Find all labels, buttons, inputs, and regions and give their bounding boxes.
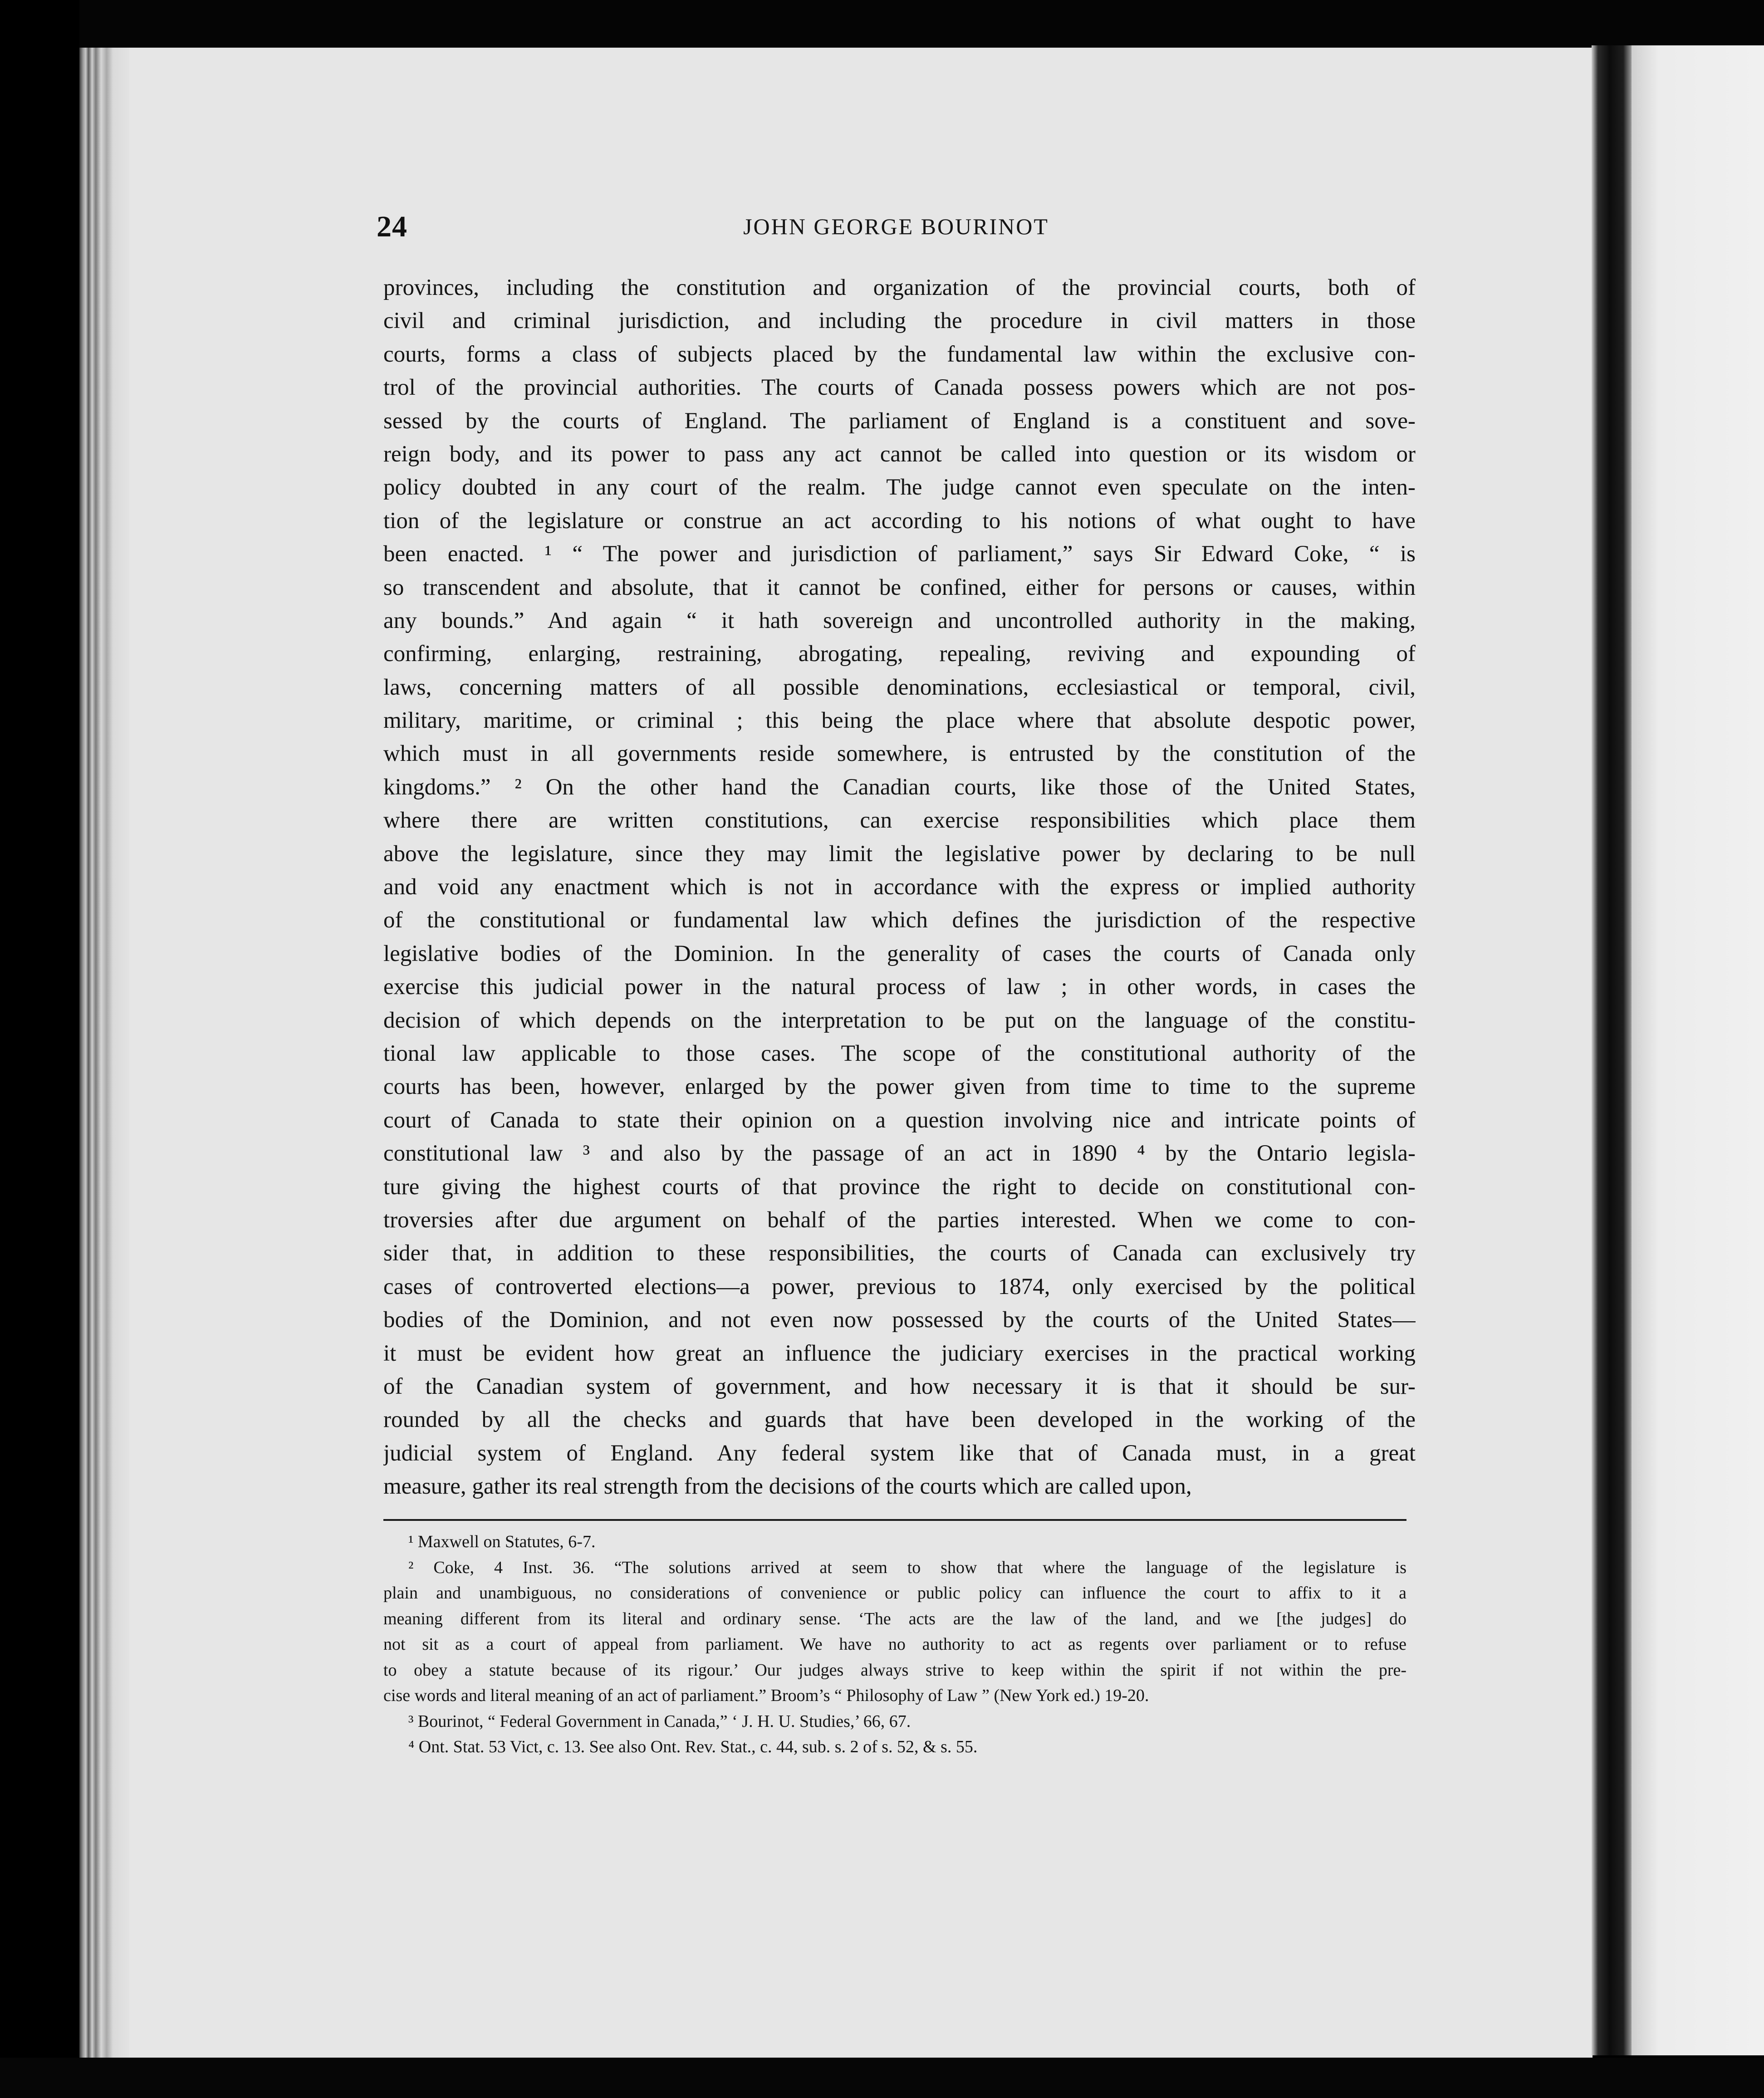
- footnote-line: cise words and literal meaning of an act of parliament.” Broom’s “ Philosophy of Law ” (New York ed.) 19-20.: [383, 1686, 1149, 1705]
- body-line: kingdoms.” ² On the other hand the Canadian courts, like those of the United States,: [383, 774, 1416, 800]
- body-line: reign body, and its power to pass any act cannot be called into question or its wisdom or: [383, 441, 1416, 467]
- footnote-line: not sit as a court of appeal from parliament. We have no authority to act as regents over parliament or to refuse: [383, 1635, 1406, 1654]
- book-gutter: [1592, 45, 1632, 2055]
- body-line: bodies of the Dominion, and not even now possessed by the courts of the United States—: [383, 1307, 1416, 1333]
- body-line: courts has been, however, enlarged by the power given from time to time to the supreme: [383, 1074, 1416, 1100]
- footnote-line: plain and unambiguous, no considerations of convenience or public policy can influence the court to affix to it a: [383, 1583, 1406, 1603]
- body-line: laws, concerning matters of all possible denominations, ecclesiastical or temporal, civil,: [383, 674, 1416, 700]
- footnote-line: ³ Bourinot, “ Federal Government in Canada,” ‘ J. H. U. Studies,’ 66, 67.: [408, 1711, 911, 1731]
- body-line: of the Canadian system of government, and how necessary it is that it should be sur-: [383, 1373, 1416, 1399]
- body-line: any bounds.” And again “ it hath sovereign and uncontrolled authority in the making,: [383, 608, 1416, 633]
- body-line: cases of controverted elections—a power, previous to 1874, only exercised by the political: [383, 1274, 1416, 1299]
- body-text: [383, 271, 1416, 1503]
- body-line: been enacted. ¹ “ The power and jurisdiction of parliament,” says Sir Edward Coke, “ is: [383, 541, 1416, 567]
- body-line: court of Canada to state their opinion on a question involving nice and intricate points of: [383, 1107, 1416, 1133]
- scan-left-border: [0, 0, 79, 2098]
- body-line: legislative bodies of the Dominion. In the generality of cases the courts of Canada only: [383, 941, 1416, 966]
- body-line: sider that, in addition to these responsibilities, the courts of Canada can exclusively try: [383, 1240, 1416, 1266]
- footnote-line: meaning different from its literal and ordinary sense. ‘The acts are the law of the land, and we [the judges] do: [383, 1609, 1406, 1628]
- body-line: judicial system of England. Any federal system like that of Canada must, in a great: [383, 1440, 1416, 1466]
- body-line: troversies after due argument on behalf of the parties interested. When we come to con-: [383, 1207, 1416, 1233]
- body-line: provinces, including the constitution and organization of the provincial courts, both of: [383, 275, 1416, 300]
- footnote-line: ⁴ Ont. Stat. 53 Vict, c. 13. See also Ont. Rev. Stat., c. 44, sub. s. 2 of s. 52, & s. 55.: [408, 1737, 978, 1756]
- footnote-line: ¹ Maxwell on Statutes, 6-7.: [408, 1532, 596, 1551]
- body-line: rounded by all the checks and guards that have been developed in the working of the: [383, 1407, 1416, 1433]
- body-line: where there are written constitutions, can exercise responsibilities which place them: [383, 808, 1416, 833]
- footnote-rule: [383, 1519, 1406, 1521]
- body-line: so transcendent and absolute, that it cannot be confined, either for persons or causes, within: [383, 574, 1416, 600]
- scan-bottom-border: [0, 2058, 1764, 2098]
- running-head: [377, 210, 1416, 246]
- scan-top-border: [0, 0, 1764, 48]
- running-title: JOHN GEORGE BOURINOT: [743, 214, 1049, 239]
- body-line: exercise this judicial power in the natural process of law ; in other words, in cases the: [383, 974, 1416, 1000]
- body-line: trol of the provincial authorities. The courts of Canada possess powers which are not pos-: [383, 375, 1416, 401]
- body-line: above the legislature, since they may limit the legislative power by declaring to be null: [383, 841, 1416, 867]
- body-line: tional law applicable to those cases. The scope of the constitutional authority of the: [383, 1040, 1416, 1066]
- body-line: constitutional law ³ and also by the passage of an act in 1890 ⁴ by the Ontario legisla-: [383, 1141, 1416, 1167]
- facing-page-edge: [1632, 45, 1764, 2055]
- body-line: policy doubted in any court of the realm. The judge cannot even speculate on the inten-: [383, 475, 1416, 500]
- body-line: decision of which depends on the interpretation to be put on the language of the constitu-: [383, 1007, 1416, 1033]
- body-line: and void any enactment which is not in accordance with the express or implied authority: [383, 874, 1416, 900]
- body-line: civil and criminal jurisdiction, and including the procedure in civil matters in those: [383, 308, 1416, 334]
- body-line: military, maritime, or criminal ; this being the place where that absolute despotic power,: [383, 708, 1416, 734]
- body-line: ture giving the highest courts of that province the right to decide on constitutional con-: [383, 1174, 1416, 1200]
- footnote-line: ² Coke, 4 Inst. 36. “The solutions arrived at seem to show that where the language of the legislature is: [408, 1558, 1406, 1577]
- footnotes: [383, 1529, 1406, 1760]
- page-left-edge: [79, 48, 129, 2058]
- body-line: it must be evident how great an influence the judiciary exercises in the practical working: [383, 1340, 1416, 1366]
- page-number: 24: [377, 210, 407, 243]
- body-line: measure, gather its real strength from the decisions of the courts which are called upon,: [383, 1474, 1192, 1500]
- body-line: tion of the legislature or construe an act according to his notions of what ought to have: [383, 508, 1416, 534]
- body-line: confirming, enlarging, restraining, abrogating, repealing, reviving and expounding of: [383, 641, 1416, 667]
- body-line: which must in all governments reside somewhere, is entrusted by the constitution of the: [383, 741, 1416, 767]
- body-line: courts, forms a class of subjects placed by the fundamental law within the exclusive con-: [383, 341, 1416, 367]
- body-line: of the constitutional or fundamental law which defines the jurisdiction of the respective: [383, 907, 1416, 933]
- body-line: sessed by the courts of England. The parliament of England is a constituent and sove-: [383, 408, 1416, 434]
- footnote-line: to obey a statute because of its rigour.’ Our judges always strive to keep within the spirit if not within the pre-: [383, 1660, 1406, 1680]
